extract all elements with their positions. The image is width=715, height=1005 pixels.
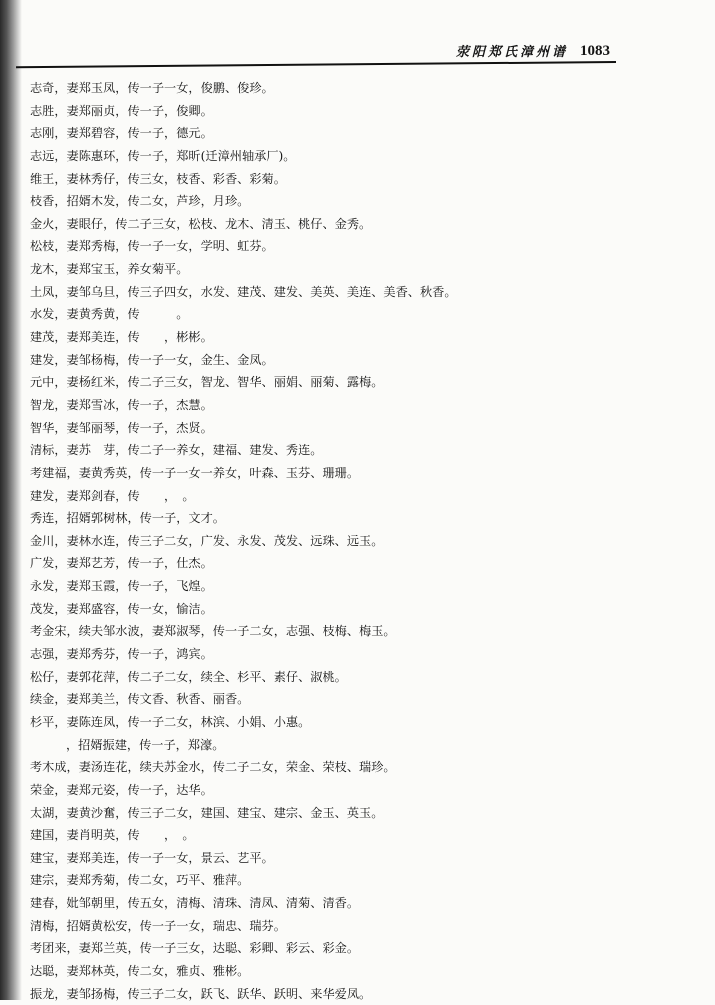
genealogy-entry: 智龙，妻郑雪冰，传一子，杰慧。 xyxy=(30,397,213,412)
genealogy-entry: 志奇，妻郑玉凤，传一子一女，俊鹏、俊珍。 xyxy=(30,81,274,95)
genealogy-entry: 荣金，妻郑元姿，传一子，达华。 xyxy=(30,782,213,797)
genealogy-entry: ，招婿振建，传一子，郑濠。 xyxy=(66,737,225,752)
genealogy-entry: 建宝，妻郑美连，传一子一女，景云、艺平。 xyxy=(30,850,274,865)
genealogy-entry: 建国，妻肖明英，传 ， 。 xyxy=(30,828,195,843)
genealogy-entry: 金火，妻眼仔，传二子三女，松枝、龙木、清玉、桃仔、金秀。 xyxy=(30,216,372,231)
genealogy-entry: 建宗，妻郑秀菊，传二女，巧平、雅萍。 xyxy=(30,873,250,888)
genealogy-entry: 志远，妻陈惠环，传一子，郑昕(迁漳州轴承厂)。 xyxy=(30,148,296,163)
genealogy-entry: 松仔，妻郭花萍，传二子二女，续全、杉平、素仔、淑桃。 xyxy=(30,669,347,684)
genealogy-entry: 建发，妻郑剑春，传 ， 。 xyxy=(30,488,195,503)
genealogy-entry: 振龙，妻邹扬梅，传三子二女，跃飞、跃华、跃明、来华爱凤。 xyxy=(30,986,372,1001)
genealogy-entry: 枝香，招婿木发，传二女，芦珍，月珍。 xyxy=(30,194,250,209)
genealogy-entry: 清梅，招婿黄松安，传一子一女，瑞忠、瑞芬。 xyxy=(30,918,286,933)
genealogy-entry: 智华，妻邹丽琴，传一子，杰贤。 xyxy=(30,420,213,435)
genealogy-entry: 太湖，妻黄沙奮，传三子二女，建国、建宝、建宗、金玉、英玉。 xyxy=(30,805,384,820)
genealogy-entries xyxy=(30,77,650,1005)
genealogy-entry: 清标，妻苏 芽，传二子一养女，建福、建发、秀连。 xyxy=(30,443,323,458)
genealogy-entry: 金川，妻林水连，传三子二女，广发、永发、茂发、远珠、远玉。 xyxy=(30,533,384,548)
genealogy-entry: 建茂，妻郑美连，传 ，彬彬。 xyxy=(30,330,213,345)
genealogy-entry: 土凤，妻邹乌旦，传三子四女，水发、建茂、建发、美英、美连、美香、秋香。 xyxy=(30,284,457,299)
genealogy-entry: 松枝，妻郑秀梅，传一子一女，学明、虹芬。 xyxy=(30,239,274,254)
genealogy-entry: 考团来，妻郑兰英，传一子三女，达聪、彩卿、彩云、彩金。 xyxy=(30,941,360,956)
page-number: 1083 xyxy=(580,43,610,59)
genealogy-entry: 秀连，招婿郭树林，传一子，文才。 xyxy=(30,511,225,526)
genealogy-entry: 考金宋，续夫邹水波，妻郑淑琴，传一子二女，志强、枝梅、梅玉。 xyxy=(30,624,396,639)
genealogy-entry: 茂发，妻郑盛容，传一女，愉洁。 xyxy=(30,601,213,616)
genealogy-entry: 广发，妻郑艺芳，传一子，仕杰。 xyxy=(30,556,213,571)
genealogy-entry: 永发，妻郑玉霞，传一子，飞煌。 xyxy=(30,579,213,594)
genealogy-entry: 续金，妻郑美兰，传文香、秋香、丽香。 xyxy=(30,692,250,707)
genealogy-entry: 水发，妻黄秀黄，传 。 xyxy=(30,307,189,322)
genealogy-entry: 达聪，妻郑林英，传二女，雅贞、雅彬。 xyxy=(30,963,250,978)
page-header xyxy=(430,34,610,60)
running-title: 荥阳郑氏漳州谱 xyxy=(455,45,568,60)
genealogy-entry: 志刚，妻郑碧容，传一子，德元。 xyxy=(30,126,213,141)
genealogy-entry: 建发，妻邹杨梅，传一子一女，金生、金凤。 xyxy=(30,352,274,367)
genealogy-entry: 志胜，妻郑丽贞，传一子，俊卿。 xyxy=(30,103,213,118)
genealogy-entry: 维王，妻林秀仔，传三女，枝香、彩香、彩菊。 xyxy=(30,171,286,186)
genealogy-entry: 建春，妣邹朝里，传五女，清梅、清珠、清凤、清菊、清香。 xyxy=(30,896,360,911)
header-rule xyxy=(16,61,616,68)
genealogy-entry: 考木成，妻汤连花，续夫苏金水，传二子二女，荣金、荣枝、瑞珍。 xyxy=(30,760,396,775)
genealogy-entry: 龙木，妻郑宝玉，养女菊平。 xyxy=(30,262,189,277)
genealogy-entry: 元中，妻杨红米，传二子三女，智龙、智华、丽娟、丽菊、露梅。 xyxy=(30,375,384,390)
genealogy-entry: 杉平，妻陈连凤，传一子二女，林滨、小娟、小惠。 xyxy=(30,714,311,729)
genealogy-entry: 志强，妻郑秀芬，传一子，鸿宾。 xyxy=(30,647,213,662)
book-binding-shadow xyxy=(0,0,22,1000)
genealogy-entry: 考建福，妻黄秀英，传一子一女一养女，叶森、玉芬、珊珊。 xyxy=(30,465,360,480)
